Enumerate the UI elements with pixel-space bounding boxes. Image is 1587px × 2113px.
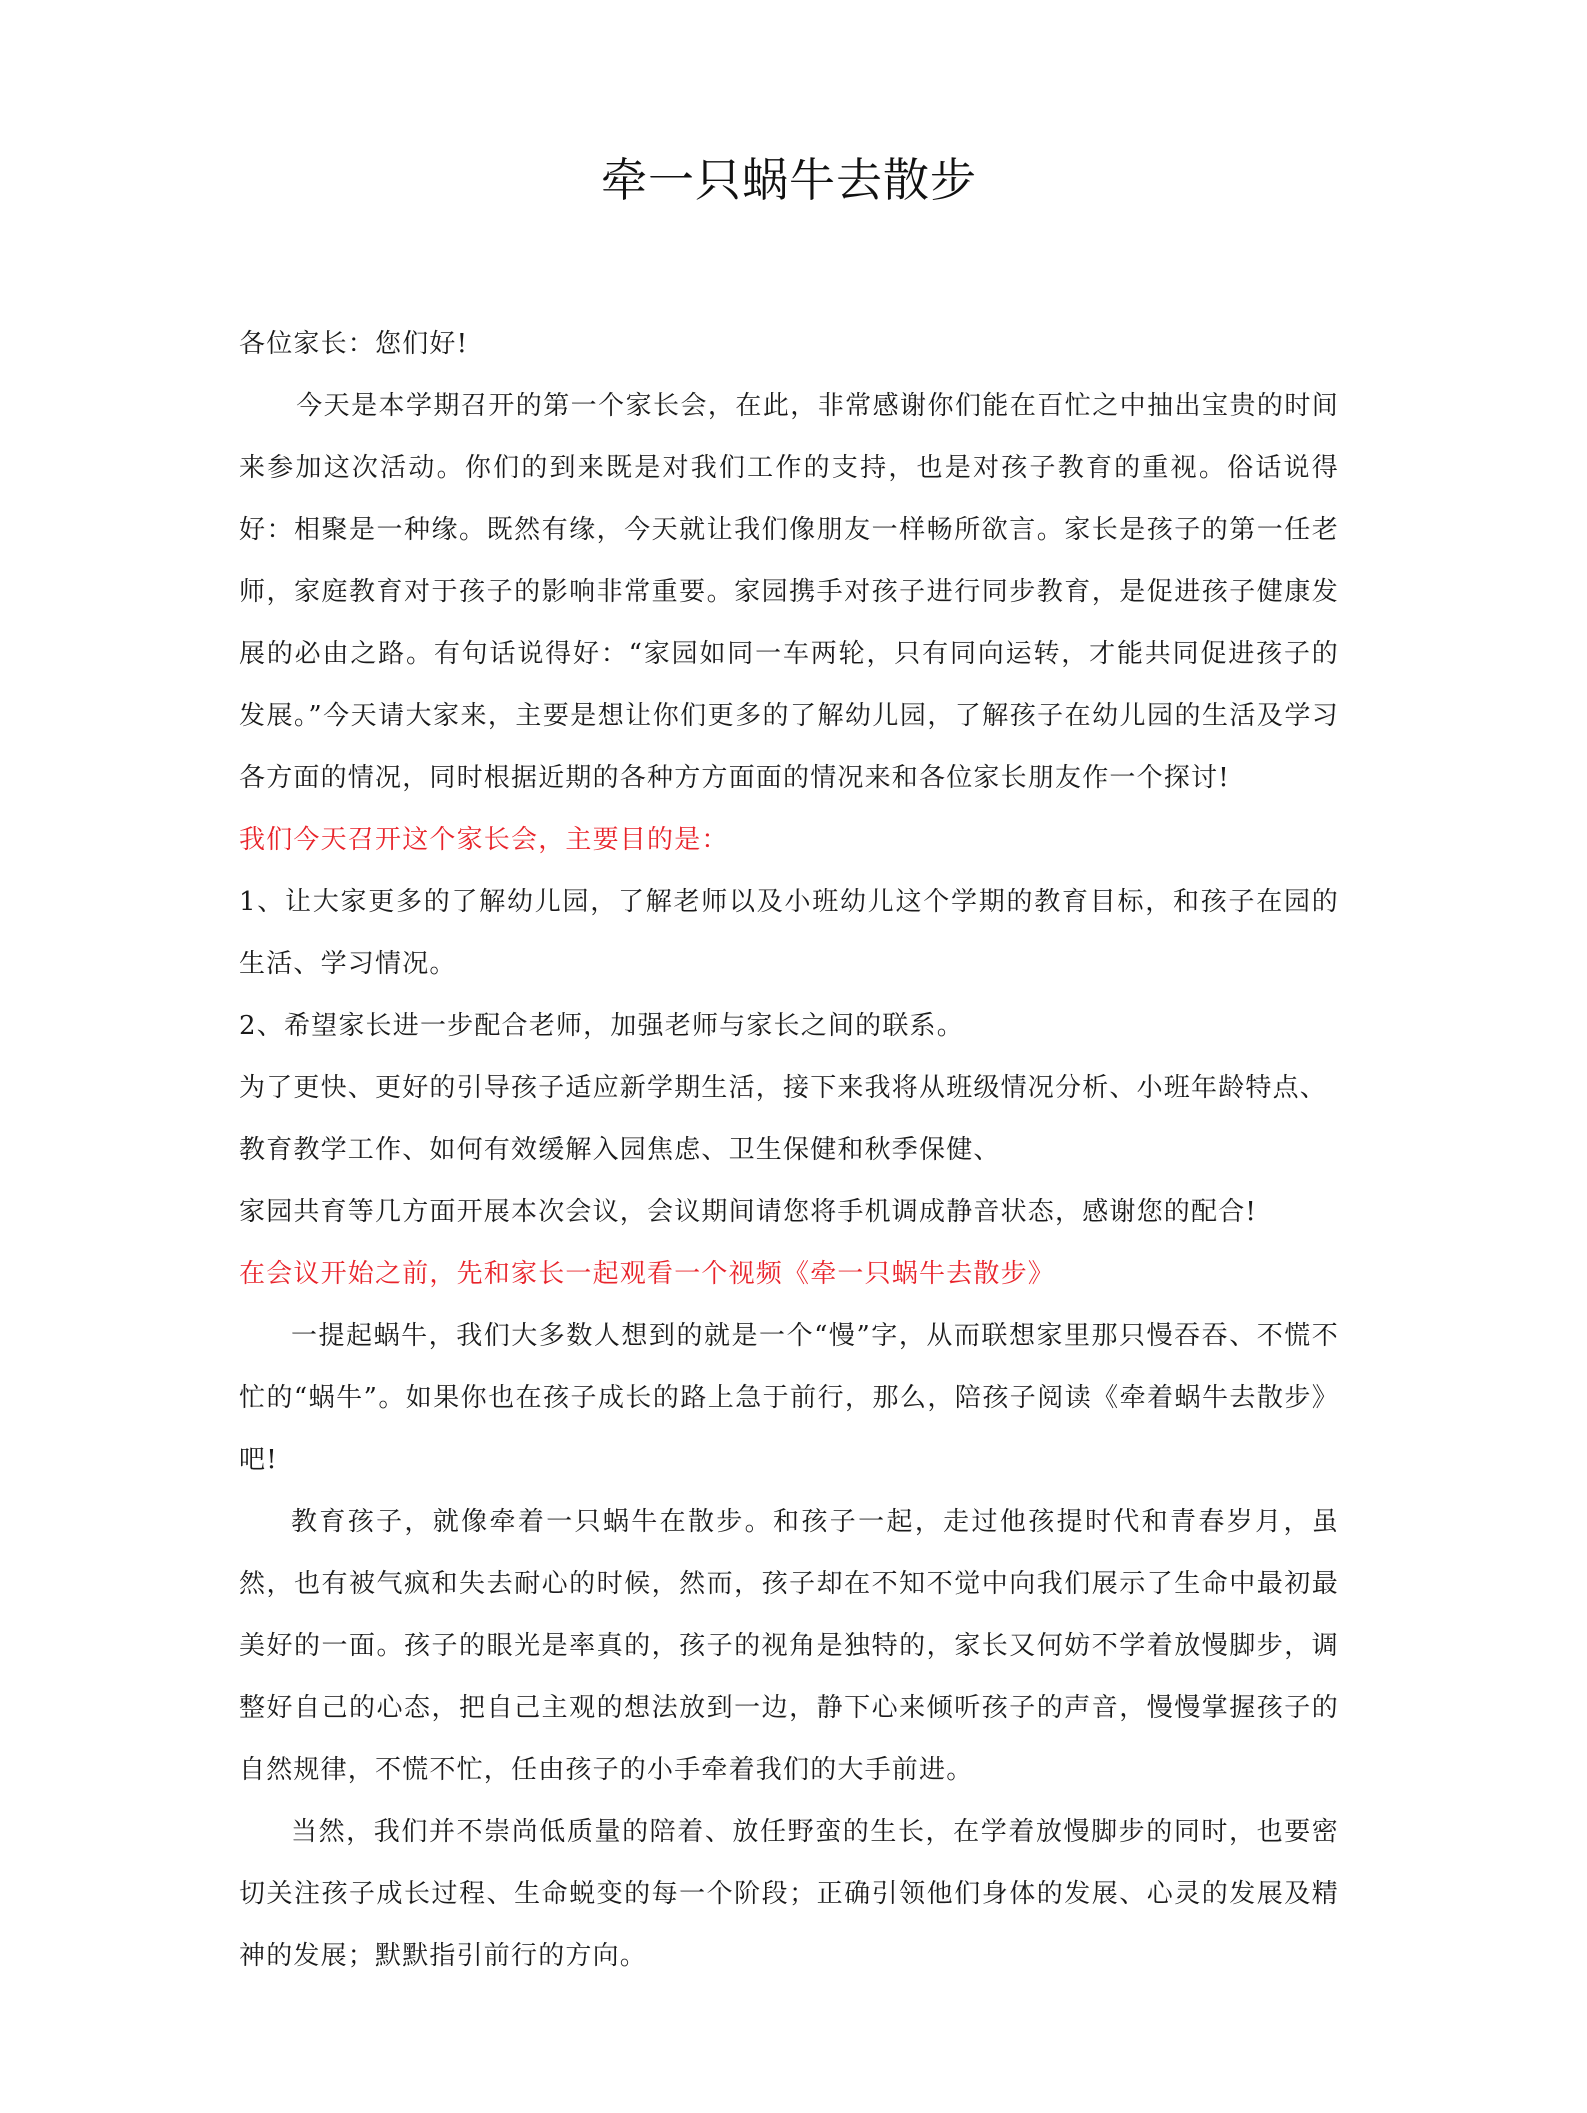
paragraph-conclusion: 当然，我们并不崇尚低质量的陪着、放任野蛮的生长，在学着放慢脚步的同时，也要密切关注孩子成长过程、生命蜕变的每一个阶段；正确引领他们身体的发展、心灵的发展及精神的发展；默默指引前行的方向。	[239, 1817, 1339, 1971]
greeting: 各位家长：您们好!	[239, 329, 469, 359]
intro-paragraph: 今天是本学期召开的第一个家长会，在此，非常感谢你们能在百忙之中抽出宝贵的时间来参加这次活动。你们的到来既是对我们工作的支持，也是对孩子教育的重视。俗话说得好：相聚是一种缘。既然有缘，今天就让我们像朋友一样畅所欲言。家长是孩子的第一任老师，家庭教育对于孩子的影响非常重要。家园携手对孩子进行同步教育，是促进孩子健康发展的必由之路。有句话说得好：“家园如同一车两轮，只有同向运转，才能共同促进孩子的发展。”今天请大家来，主要是想让你们更多的了解幼儿园，了解孩子在幼儿园的生活及学习各方面的情况，同时根据近期的各种方方面面的情况来和各位家长朋友作一个探讨!	[239, 391, 1339, 793]
purpose-item-1: 1、让大家更多的了解幼儿园，了解老师以及小班幼儿这个学期的教育目标，和孩子在园的生活、学习情况。	[239, 887, 1339, 979]
agenda-line-1: 为了更快、更好的引导孩子适应新学期生活，接下来我将从班级情况分析、小班年龄特点、	[239, 1073, 1328, 1103]
agenda-line-3: 家园共育等几方面开展本次会议，会议期间请您将手机调成静音状态，感谢您的配合!	[239, 1197, 1258, 1227]
agenda-line-2: 教育教学工作、如何有效缓解入园焦虑、卫生保健和秋季保健、	[239, 1135, 1001, 1165]
document-body	[239, 313, 1339, 1987]
purpose-item-2: 2、希望家长进一步配合老师，加强老师与家长之间的联系。	[239, 1011, 964, 1041]
document-title: 牵一只蜗牛去散步	[601, 153, 977, 207]
video-intro: 在会议开始之前，先和家长一起观看一个视频《牵一只蜗牛去散步》	[239, 1259, 1056, 1289]
paragraph-education: 教育孩子，就像牵着一只蜗牛在散步。和孩子一起，走过他孩提时代和青春岁月，虽然，也有被气疯和失去耐心的时候，然而，孩子却在不知不觉中向我们展示了生命中最初最美好的一面。孩子的眼光是率真的，孩子的视角是独特的，家长又何妨不学着放慢脚步，调整好自己的心态，把自己主观的想法放到一边，静下心来倾听孩子的声音，慢慢掌握孩子的自然规律，不慌不忙，任由孩子的小手牵着我们的大手前进。	[239, 1507, 1339, 1785]
purpose-heading: 我们今天召开这个家长会，主要目的是：	[239, 825, 729, 855]
paragraph-snail: 一提起蜗牛，我们大多数人想到的就是一个“慢”字，从而联想家里那只慢吞吞、不慌不忙的“蜗牛”。如果你也在孩子成长的路上急于前行，那么，陪孩子阅读《牵着蜗牛去散步》吧!	[239, 1321, 1339, 1475]
